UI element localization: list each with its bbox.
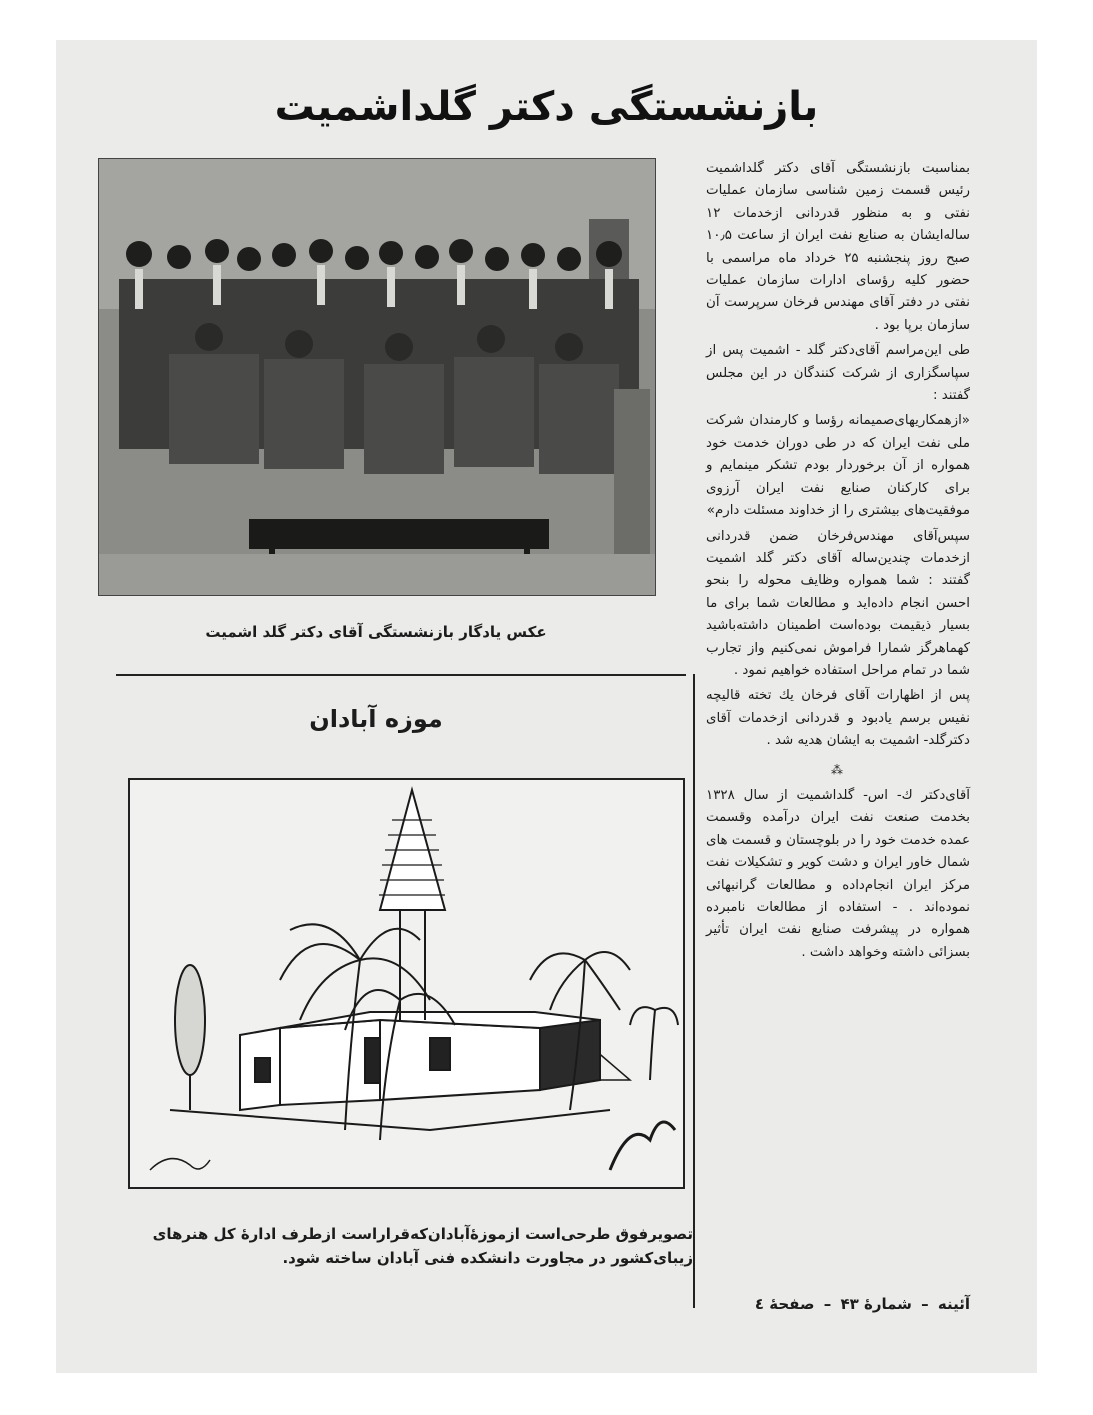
- horizontal-rule: [116, 674, 686, 676]
- page-footer: [706, 1295, 970, 1313]
- group-photo: [98, 158, 656, 596]
- vertical-rule: [693, 674, 695, 1308]
- article-paragraph-1: بمناسبت بازنشستگی آقای دکتر گلداشمیت رئیس قسمت زمین شناسی سازمان عملیات نفتی و به منظور قدردانی ازخدمات ۱۲ ساله‌ایشان به صنایع نفت ایران از ساعت ۱۰٫۵ صبح روز پنجشنبه ۲۵ خرداد ماه مراسمی با حضور کلیه رؤسای ادارات سازمان عملیات نفتی در دفتر آقای مهندس فرخان سرپرست آن سازمان برپا بود .: [706, 161, 970, 333]
- article-paragraph-3: «ازهمکاریهای‌صمیمانه رؤسا و کارمندان شرکت ملی نفت ایران که در طی دوران خدمت خود همواره از آن برخوردار بودم تشکر مینمایم و برای کارکنان صنایع نفت ایران آرزوی موفقیت‌های بیشتری را از خداوند مسئلت دارم»: [706, 413, 970, 519]
- article-paragraph-2: طی این‌مراسم آقای‌دکتر گلد - اشمیت پس از سپاسگزاری از شرکت کنندگان در این مجلس گفتند :: [706, 343, 970, 404]
- footer-dash-1: –: [921, 1295, 929, 1313]
- photo-caption: عکس یادگار بازنشستگی آقای دکتر گلد اشمیت: [205, 623, 547, 641]
- museum-title: موزه آبادان: [309, 705, 443, 733]
- page-title: بازنشستگی دکتر گلداشمیت: [274, 84, 819, 130]
- section-separator: ⁂: [831, 762, 845, 777]
- magazine-page: [56, 40, 1037, 1373]
- bio-paragraph: آقای‌دکتر ك- اس- گلداشمیت از سال ۱۳۲۸ بخدمت صنعت نفت ایران درآمده وقسمت عمده خدمت خود را در بلوچستان و قسمت های شمال خاور ایران و دشت کویر و تشکیلات نفت مرکز ایران انجام‌داده و مطالعات گرانبهائی نموده‌اند . - استفاده از مطالعات نامبرده همواره در پیشرفت صنایع نفت ایران تأثیر بسزائی داشته وخواهد داشت .: [706, 787, 970, 960]
- article-paragraph-4: سپس‌آقای مهندس‌فرخان ضمن قدردانی ازخدمات چندین‌ساله آقای دکتر گلد اشمیت گفتند : شما همواره وظایف محوله را بنحو احسن انجام داده‌اید و مطالعات شما برای ما بسیار ذیقیمت بوده‌است اطمینان داشته‌باشید کهماهرگز شمارا فراموش نمی‌کنیم واز تجارب شما در تمام مراحل استفاده خواهیم نمود .: [706, 528, 970, 678]
- footer-dash-2: –: [823, 1295, 832, 1313]
- article-column: [706, 158, 970, 967]
- museum-drawing: [128, 778, 685, 1189]
- footer-magazine: آئینه: [937, 1295, 970, 1313]
- article-paragraph-5: پس از اظهارات آقای فرخان یك تخته قالیچه نفیس برسم یادبود و قدردانی ازخدمات آقای دکترگلد- اشمیت به ایشان هدیه شد .: [706, 688, 970, 749]
- footer-issue: شمارهٔ ۴۳: [840, 1295, 912, 1313]
- footer-page: صفحهٔ ٤: [754, 1295, 815, 1313]
- museum-caption: تصویرفوق طرحی‌است ازموزهٔ‌آبادان‌که‌قراراست ازطرف ادارهٔ کل هنرهای زیبای‌کشور در مجاورت دانشکده فنی آبادان ساخته شود.: [152, 1225, 693, 1267]
